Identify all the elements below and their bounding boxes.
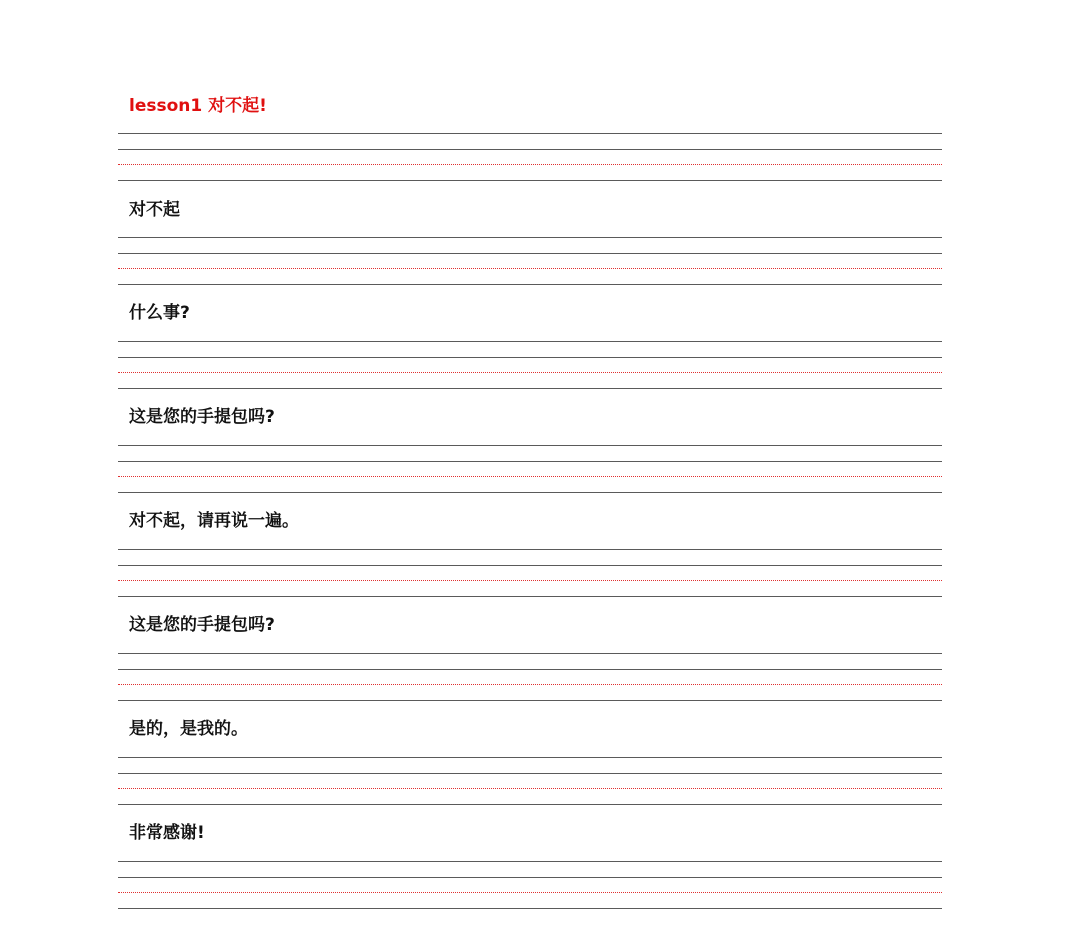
guide-line-upper — [118, 773, 942, 774]
sentence-5: 这是您的手提包吗? — [129, 615, 275, 635]
guide-line-mid-dotted — [118, 372, 942, 373]
guide-line-upper — [118, 565, 942, 566]
guide-line-mid-dotted — [118, 580, 942, 581]
guide-line-top — [118, 653, 942, 654]
guide-line-base — [118, 908, 942, 909]
sentence-4: 对不起，请再说一遍。 — [129, 511, 299, 531]
guide-line-upper — [118, 357, 942, 358]
guide-line-top — [118, 861, 942, 862]
guide-line-base — [118, 284, 942, 285]
guide-line-top — [118, 237, 942, 238]
guide-line-top — [118, 133, 942, 134]
guide-line-mid-dotted — [118, 268, 942, 269]
guide-line-top — [118, 341, 942, 342]
guide-line-base — [118, 388, 942, 389]
guide-line-top — [118, 445, 942, 446]
guide-line-upper — [118, 253, 942, 254]
guide-line-mid-dotted — [118, 684, 942, 685]
guide-line-mid-dotted — [118, 476, 942, 477]
sentence-1: 对不起 — [129, 200, 180, 220]
guide-line-base — [118, 596, 942, 597]
lesson-title: lesson1 对不起! — [129, 96, 267, 116]
guide-line-upper — [118, 669, 942, 670]
guide-line-upper — [118, 877, 942, 878]
guide-line-base — [118, 700, 942, 701]
guide-line-base — [118, 180, 942, 181]
guide-line-base — [118, 492, 942, 493]
guide-line-upper — [118, 149, 942, 150]
sentence-3: 这是您的手提包吗? — [129, 407, 275, 427]
guide-line-base — [118, 804, 942, 805]
sentence-6: 是的，是我的。 — [129, 719, 248, 739]
guide-line-mid-dotted — [118, 164, 942, 165]
sentence-7: 非常感谢! — [129, 823, 205, 843]
sentence-2: 什么事? — [129, 303, 190, 323]
guide-line-upper — [118, 461, 942, 462]
guide-line-mid-dotted — [118, 892, 942, 893]
guide-line-top — [118, 549, 942, 550]
guide-line-top — [118, 757, 942, 758]
guide-line-mid-dotted — [118, 788, 942, 789]
